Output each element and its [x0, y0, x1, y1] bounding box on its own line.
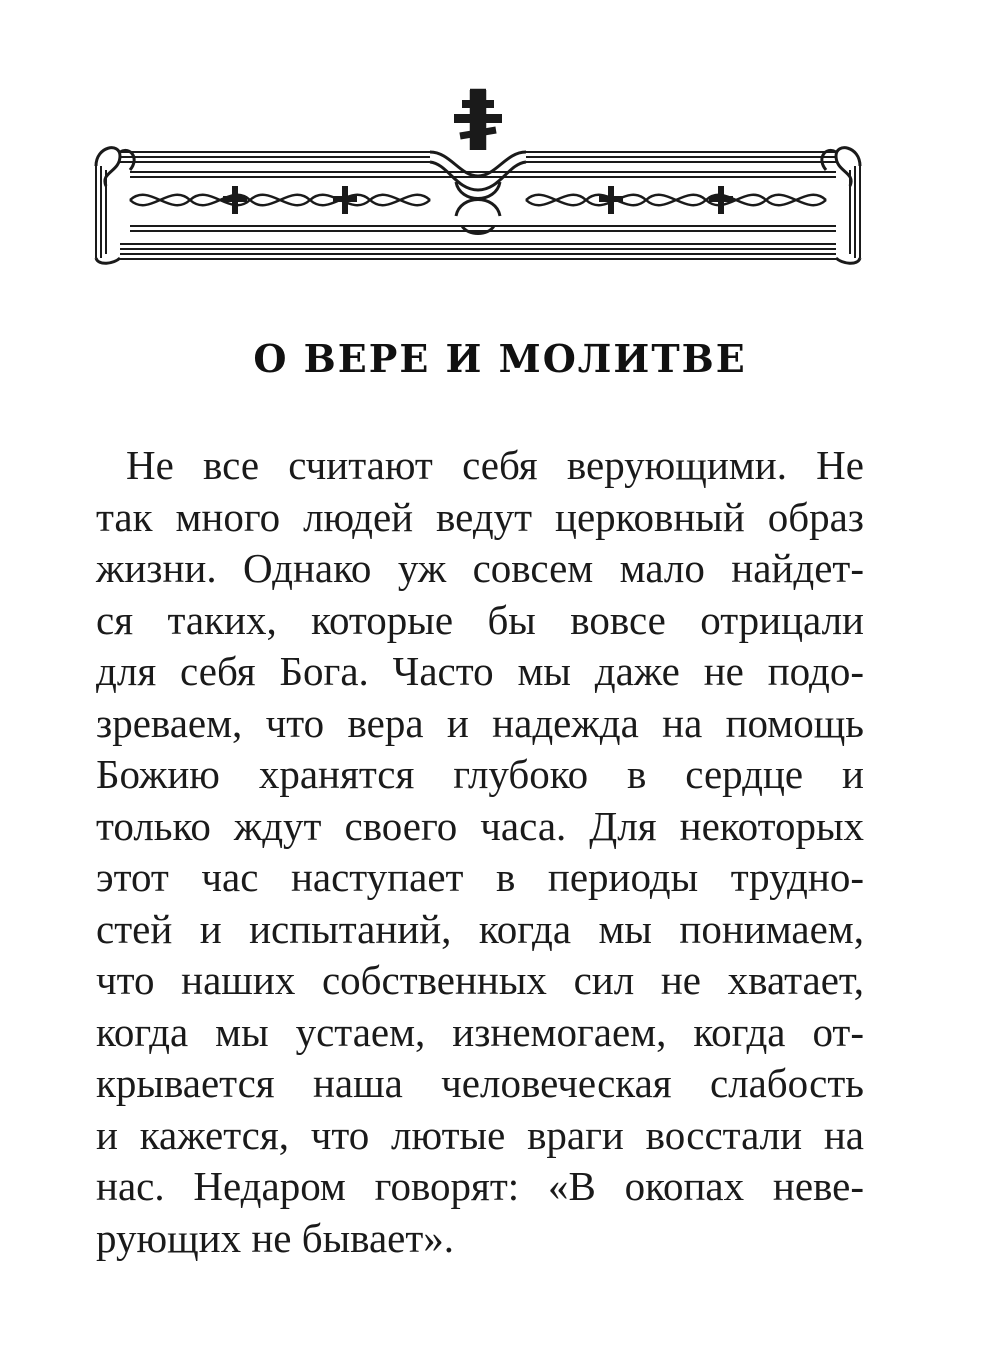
text-line: нас. Недаром говорят: «В окопах неве- — [96, 1163, 864, 1209]
chapter-title: О ВЕРЕ И МОЛИТВЕ — [253, 336, 747, 381]
text-line: для себя Бога. Часто мы даже не подо- — [96, 648, 864, 694]
body-paragraph — [96, 440, 864, 1264]
text-line: стей и испытаний, когда мы понимаем, — [96, 905, 864, 952]
text-line: Божию хранятся глубоко в сердце и — [96, 751, 864, 797]
text-line: крывается наша человеческая слабость — [96, 1060, 864, 1106]
text-line: жизни. Однако уж совсем мало найдет- — [96, 545, 864, 591]
text-line: этот час наступает в периоды трудно- — [96, 854, 864, 900]
cross-and-interlace-headpiece-icon — [90, 86, 866, 266]
text-line: так много людей ведут церковный образ — [96, 493, 864, 540]
text-line: зреваем, что вера и надежда на помощь — [96, 699, 864, 746]
text-line: ся таких, которые бы вовсе отрицали — [96, 596, 864, 643]
text-line: и кажется, что лютые враги восстали на — [96, 1111, 864, 1158]
text-line: что наших собственных сил не хватает, — [96, 957, 864, 1003]
text-line: рующих не бывает». — [96, 1214, 455, 1261]
text-line: Не все считают себя верующими. Не — [126, 442, 864, 488]
text-line: когда мы устаем, изнемогаем, когда от- — [96, 1008, 864, 1055]
text-line: только ждут своего часа. Для некоторых — [96, 802, 864, 849]
